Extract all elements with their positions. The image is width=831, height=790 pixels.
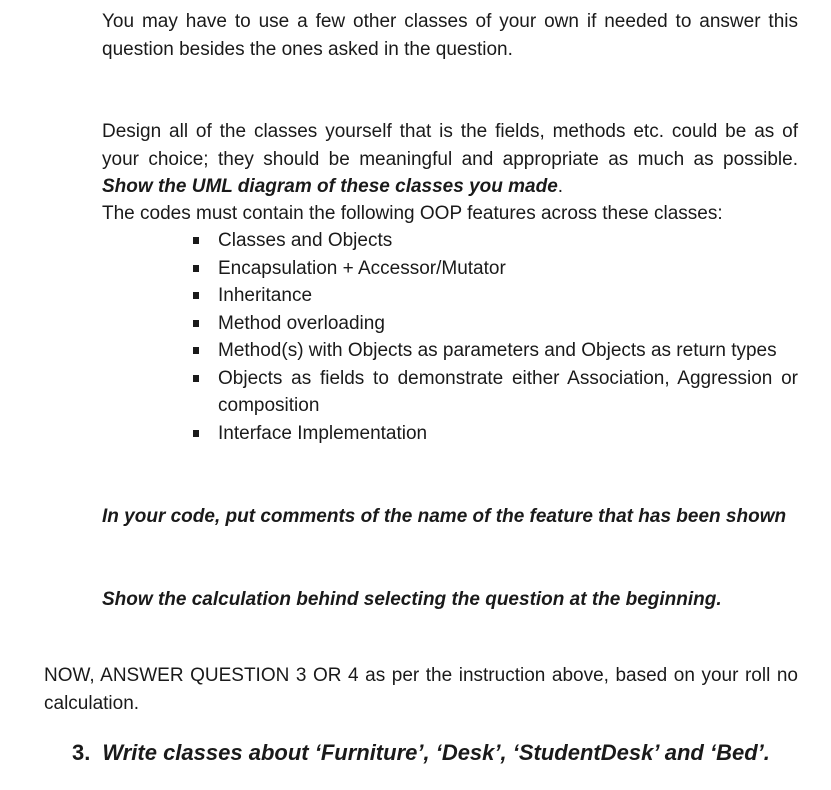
square-bullet-icon: [193, 375, 199, 382]
design-classes-tail: .: [557, 176, 564, 197]
question-3: [72, 738, 798, 768]
list-item: [190, 310, 798, 338]
feature-label: Classes and Objects: [218, 230, 393, 251]
calculation-instruction: Show the calculation behind selecting the question at the beginning.: [102, 589, 722, 610]
square-bullet-icon: [193, 347, 199, 354]
square-bullet-icon: [193, 237, 199, 244]
square-bullet-icon: [193, 430, 199, 437]
list-item: [190, 227, 798, 255]
question-text: Write classes about ‘Furniture’, ‘Desk’, ‘StudentDesk’ and ‘Bed’.: [102, 740, 770, 765]
feature-label: Method overloading: [218, 312, 385, 334]
list-item: [190, 337, 798, 365]
instruction-design-classes: [102, 118, 798, 201]
design-classes-text: Design all of the classes yourself that is the fields, methods etc. could be as of your choice; they should be meaningful and appropriate as much as possible.: [102, 121, 798, 170]
comments-instruction: In your code, put comments of the name of the feature that has been shown: [102, 506, 787, 527]
feature-label: Interface Implementation: [218, 422, 428, 444]
list-item: [190, 282, 798, 310]
list-item: [190, 255, 798, 283]
square-bullet-icon: [193, 292, 199, 299]
instruction-extra-classes: You may have to use a few other classes of your own if needed to answer this question besides the ones asked in the question.: [102, 11, 798, 60]
list-item: [190, 420, 798, 448]
uml-diagram-instruction: Show the UML diagram of these classes you made: [102, 176, 558, 197]
oop-features-intro: The codes must contain the following OOP features across these classes:: [102, 203, 723, 224]
square-bullet-icon: [193, 320, 199, 327]
feature-label: Method(s) with Objects as parameters and Objects as return types: [218, 340, 777, 361]
feature-label: Encapsulation + Accessor/Mutator: [218, 257, 506, 279]
answer-question-instruction: NOW, ANSWER QUESTION 3 OR 4 as per the instruction above, based on your roll no calculation.: [44, 665, 798, 714]
square-bullet-icon: [193, 265, 199, 272]
feature-label: Inheritance: [218, 285, 313, 306]
question-number: 3.: [72, 740, 91, 765]
list-item: [190, 365, 798, 420]
oop-features-list: [190, 227, 798, 447]
feature-label: Objects as fields to demonstrate either Association, Aggression or composition: [218, 367, 798, 416]
